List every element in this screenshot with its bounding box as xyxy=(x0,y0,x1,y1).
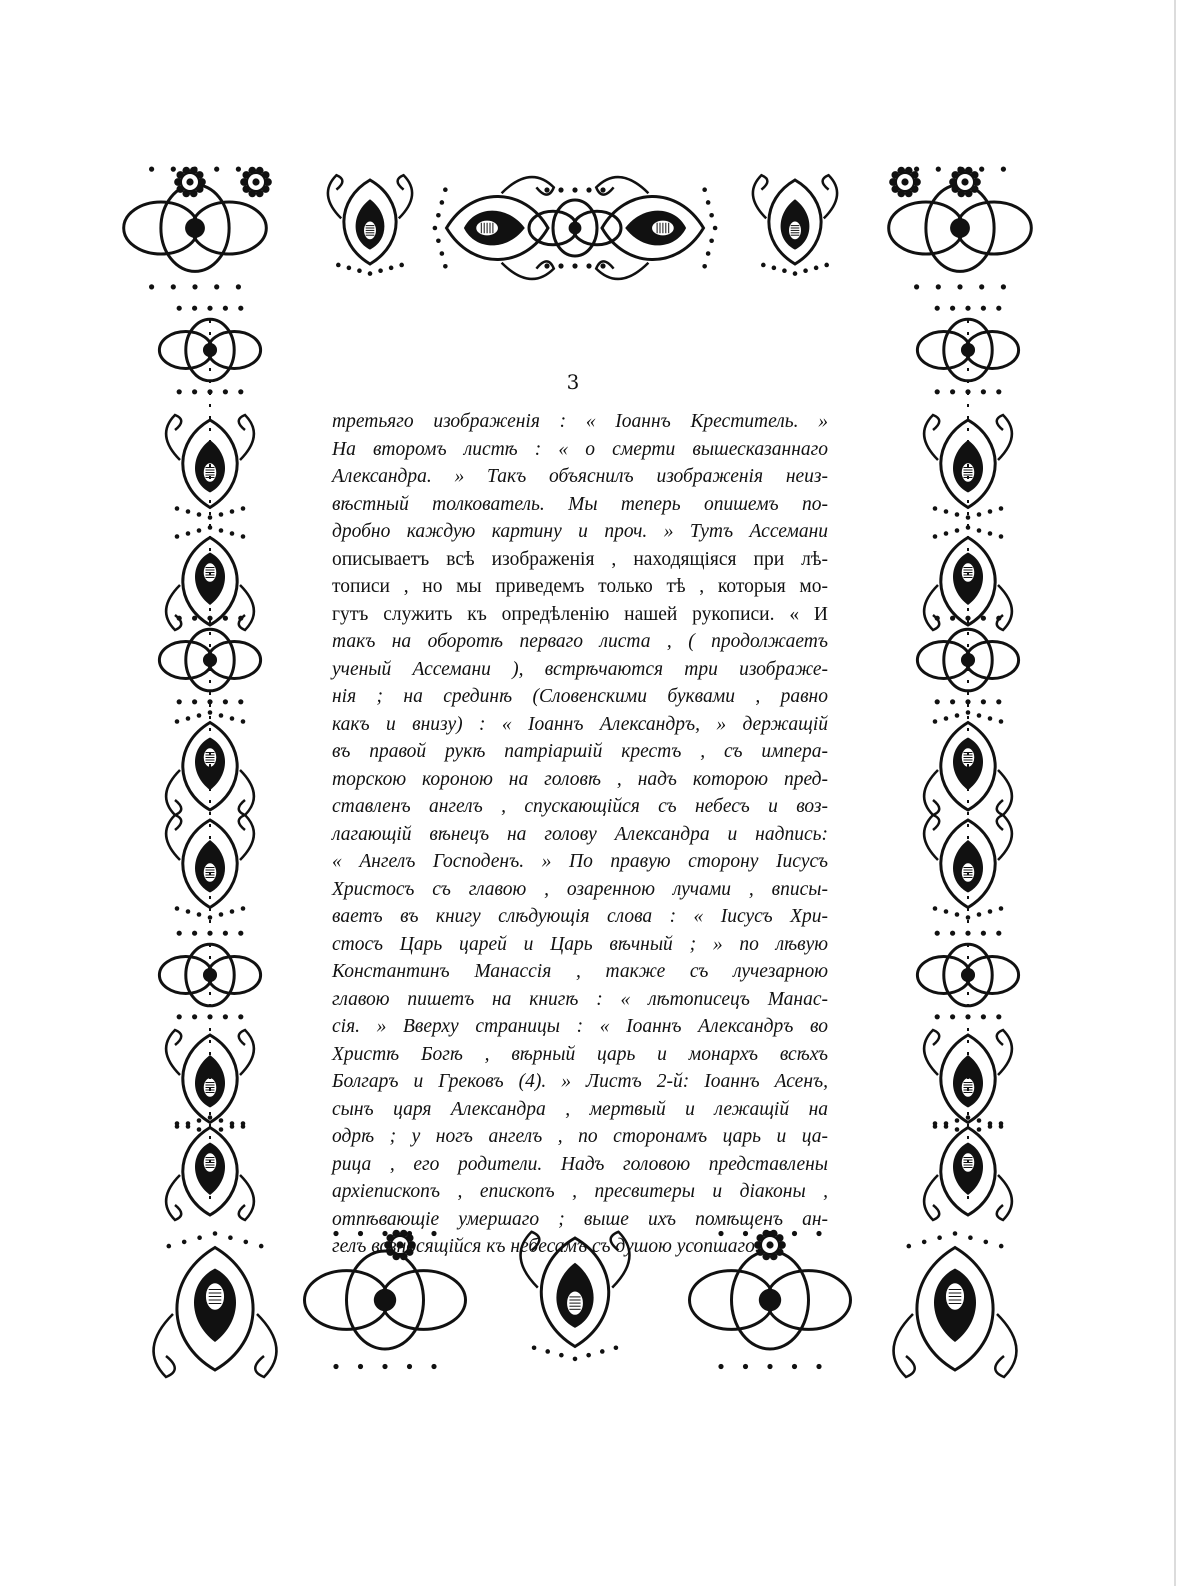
right-column-palmette xyxy=(924,1115,1012,1220)
text-line: сынъ царя Александра , мертвый и лежащій на xyxy=(332,1098,828,1120)
text-line: третьяго изображенія : « Іоаннъ Креститель. » xyxy=(332,411,828,432)
top-center-left-palmette xyxy=(433,177,554,279)
top-left-rosette xyxy=(174,167,206,198)
text-line: тописи , но мы приведемъ только тѣ , которыя мо- xyxy=(332,576,828,597)
bottom-right-heart-ornament xyxy=(894,1231,1017,1377)
text-line: ставленъ ангелъ , спускающійся съ небесъ и воз- xyxy=(332,796,828,817)
text-line: « Ангелъ Господенъ. » По правую сторону Іисусъ xyxy=(332,851,828,872)
text-line: стосъ Царь царей и Царь вѣчный ; » по лѣвую xyxy=(332,933,828,955)
text-line: отпѣвающіе умершаго ; выше ихъ помѣщенъ ан- xyxy=(332,1208,828,1230)
text-line: вѣстный толкователь. Мы теперь опишемъ по- xyxy=(332,493,828,515)
body-text xyxy=(332,408,828,1257)
text-line: Константинъ Манассія , также съ лучезарною xyxy=(332,961,828,982)
text-line: нія ; на срединѣ (Словенскими буквами , равно xyxy=(332,686,828,707)
text-line: гутъ служить къ опредѣленію нашей рукописи. « И xyxy=(332,603,828,625)
text-line: гелъ возносящійся къ небесамъ съ душою усопшаго. xyxy=(332,1236,760,1257)
top-palmette-ornament xyxy=(753,175,837,276)
left-column-palmette xyxy=(166,1115,254,1220)
top-right-rosette xyxy=(949,167,981,198)
text-line: сія. » Вверху страницы : « Іоаннъ Александръ во xyxy=(332,1016,828,1037)
right-column-palmette xyxy=(924,710,1012,815)
top-center-right-palmette xyxy=(596,177,717,279)
right-column-palmette xyxy=(924,815,1012,920)
text-line: рица , его родители. Надъ головою представлены xyxy=(332,1153,828,1175)
page-number: 3 xyxy=(566,370,580,394)
text-line: Болгаръ и Грековъ (4). » Листъ 2-й: Іоаннъ Асенъ, xyxy=(332,1071,828,1092)
text-line: дробно каждую картину и проч. » Тутъ Ассемани xyxy=(332,521,828,542)
left-column-palmette xyxy=(166,710,254,815)
page-edge-shadow xyxy=(1174,0,1176,1586)
text-line: такъ на оборотѣ перваго листа , ( продолжаетъ xyxy=(332,631,828,652)
left-column-palmette xyxy=(166,815,254,920)
left-column-palmette xyxy=(166,525,254,630)
top-left-rosette xyxy=(240,167,272,198)
text-line: Христосъ съ главою , озаренною лучами , вписы- xyxy=(332,878,828,900)
text-line: Александра. » Такъ объяснилъ изображенія неиз- xyxy=(332,466,828,487)
text-line: въ правой рукѣ патріаршій крестъ , съ импера- xyxy=(332,741,828,762)
top-palmette-ornament xyxy=(328,175,412,276)
text-line: какъ и внизу) : « Іоаннъ Александръ, » держащій xyxy=(332,713,828,735)
text-line: ученый Ассемани ), встрѣчаются три изображе- xyxy=(332,658,828,680)
text-line: главою пишетъ на книгѣ : « лѣтописецъ Манас- xyxy=(332,988,828,1010)
text-line: лагающій вѣнецъ на голову Александра и надпись: xyxy=(332,823,828,845)
text-line: торскою короною на головѣ , надъ которою пред- xyxy=(332,768,828,790)
right-column-palmette xyxy=(924,525,1012,630)
text-line: архіепископъ , епископъ , пресвитеры и діаконы , xyxy=(332,1181,828,1202)
text-line: Христѣ Богѣ , вѣрный царь и монархъ всѣхъ xyxy=(332,1043,828,1065)
text-line: ваетъ въ книгу слѣдующія слова : « Іисусъ Хри- xyxy=(332,906,828,927)
bottom-left-heart-ornament xyxy=(154,1231,277,1377)
text-line: описываетъ всѣ изображенія , находящіяся при лѣ- xyxy=(332,548,828,570)
text-line: одрѣ ; у ногъ ангелъ , по сторонамъ царь и ца- xyxy=(332,1126,828,1147)
text-line: На второмъ листѣ : « о смерти вышесказаннаго xyxy=(332,438,828,460)
